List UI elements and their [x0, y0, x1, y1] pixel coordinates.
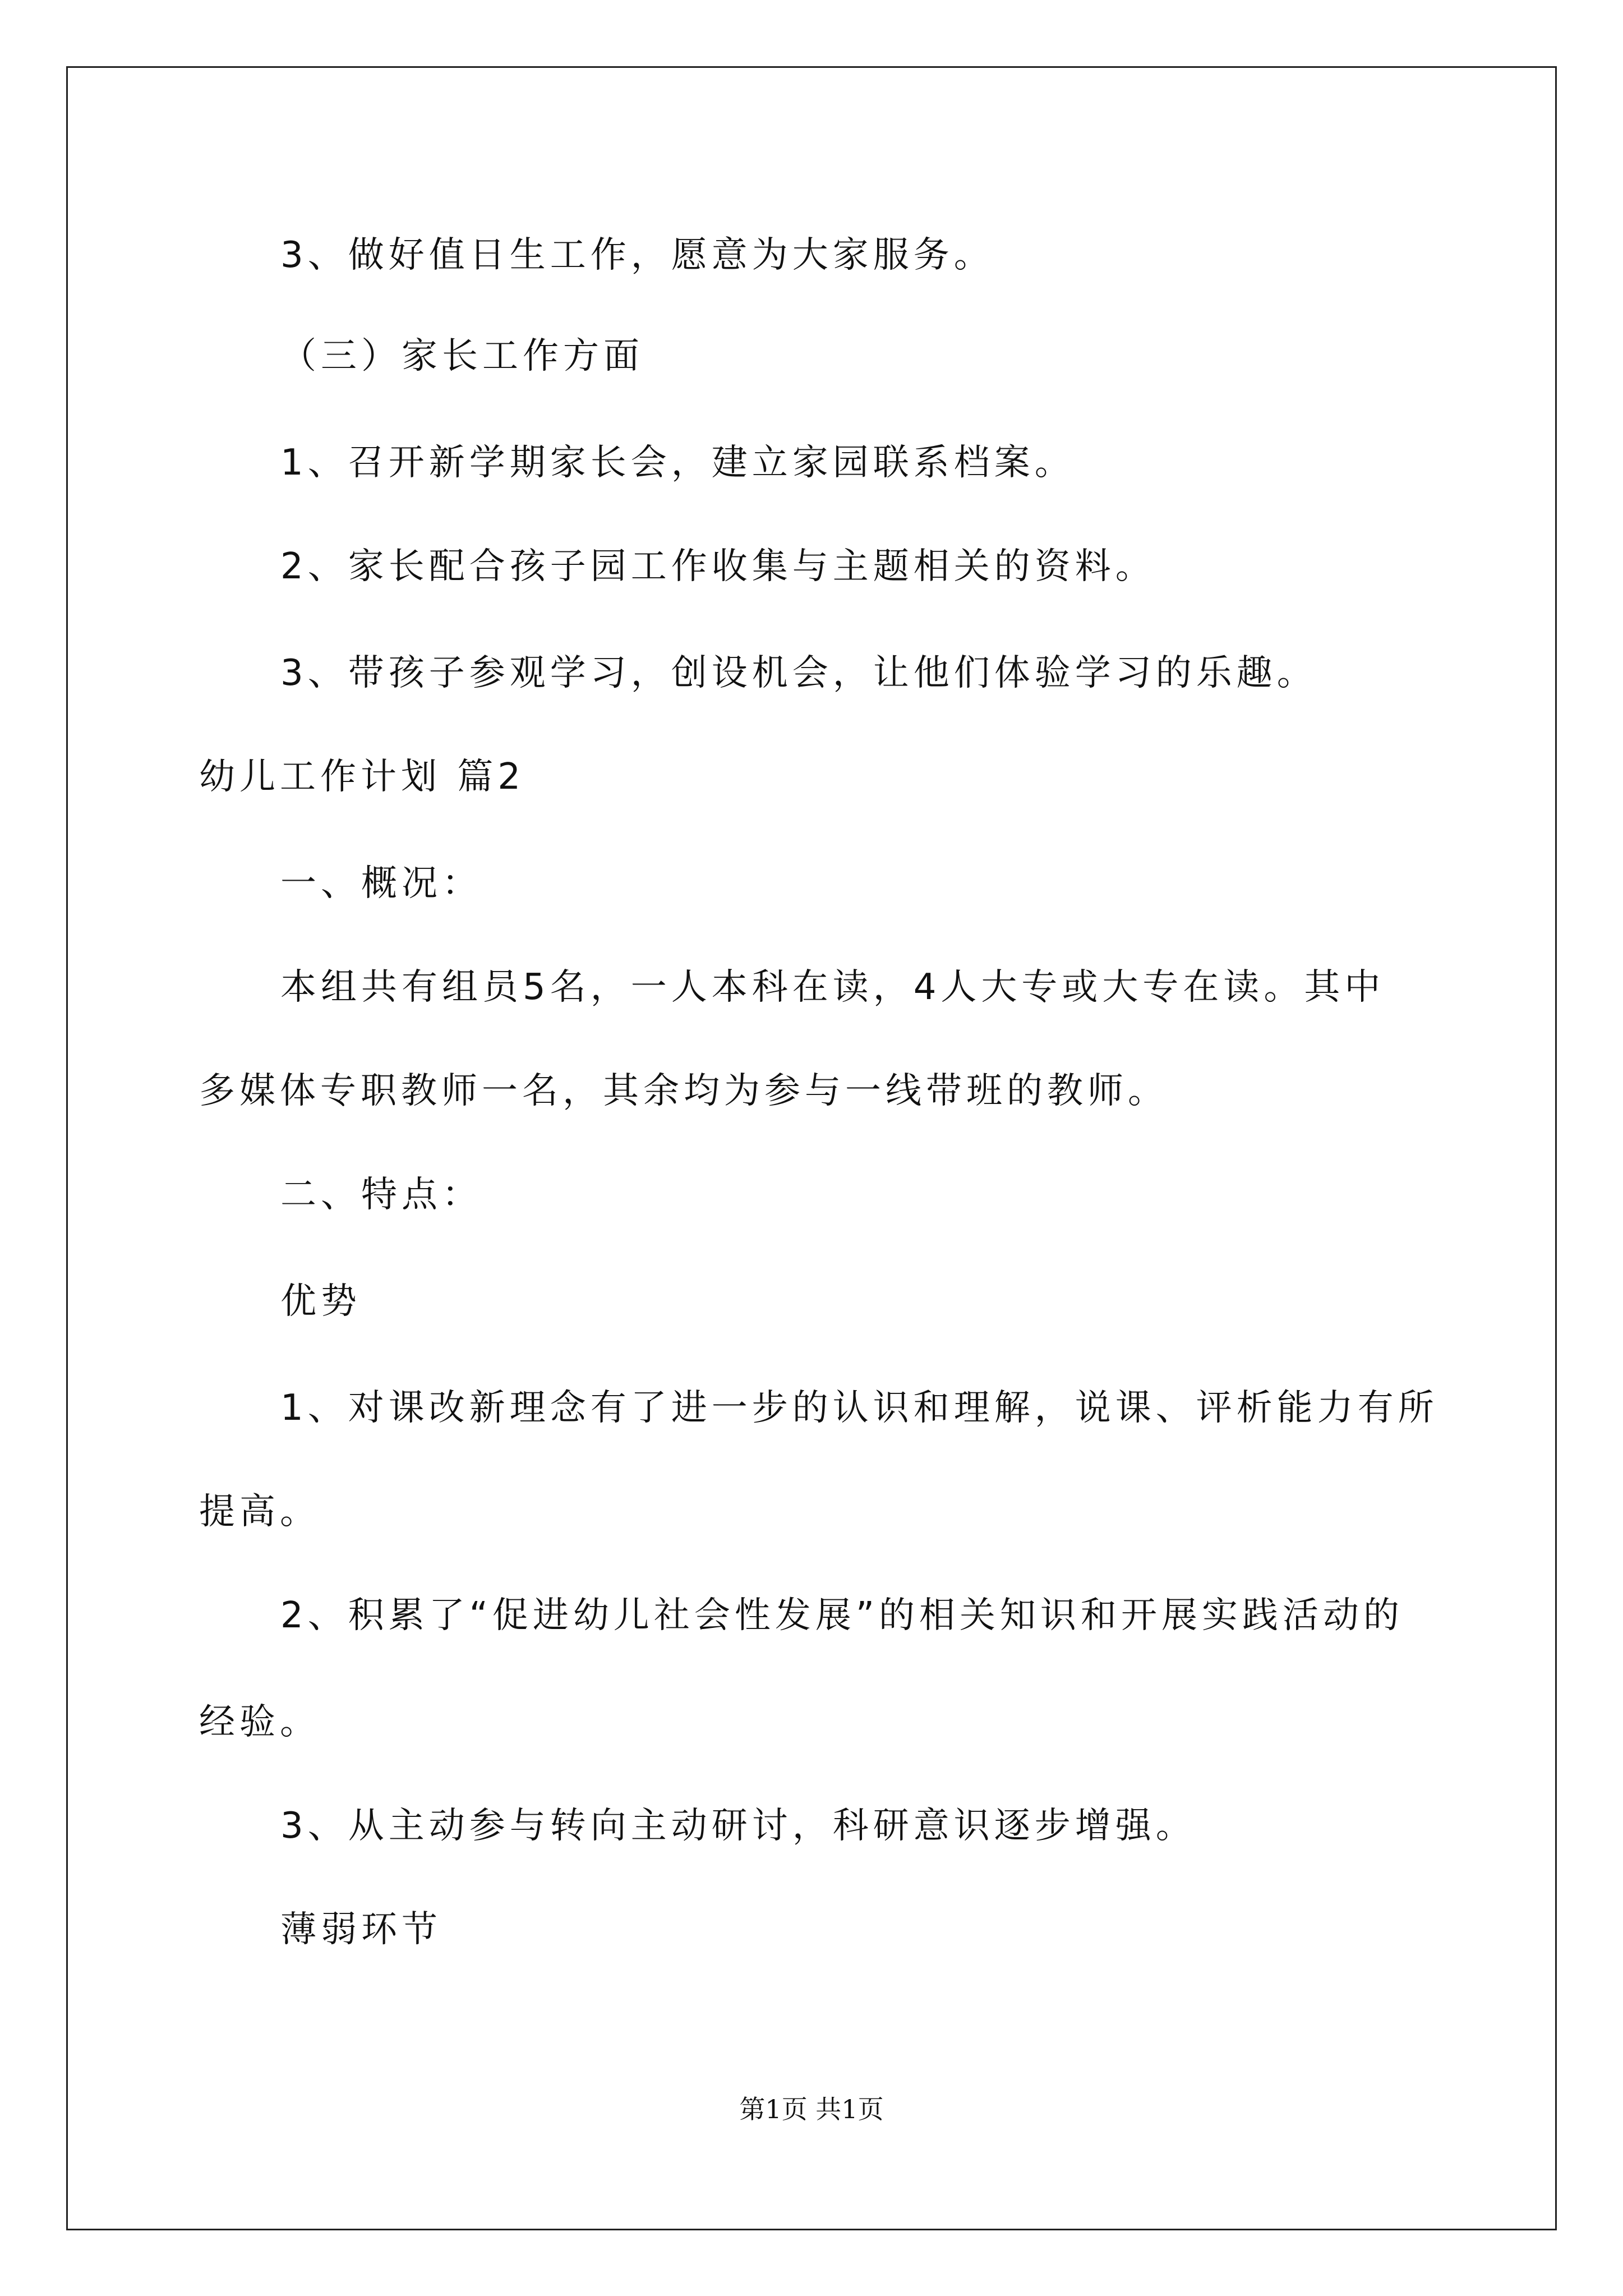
paragraph-line: 1、对课改新理念有了进一步的认识和理解，说课、评析能力有所: [280, 1387, 1438, 1429]
paragraph-line: 本组共有组员5名，一人本科在读，4人大专或大专在读。其中: [280, 967, 1385, 1008]
page-border: [66, 66, 1557, 2230]
paragraph-line: 3、从主动参与转向主动研讨，科研意识逐步增强。: [280, 1805, 1196, 1847]
paragraph-line: 3、带孩子参观学习，创设机会，让他们体验学习的乐趣。: [280, 652, 1317, 694]
document-title: 幼儿工作计划 篇2: [199, 756, 525, 798]
page-footer: 第1页 共1页: [739, 2094, 884, 2124]
paragraph-line: 经验。: [199, 1701, 320, 1743]
section-heading: 一、概况：: [280, 863, 482, 904]
section-heading: 二、特点：: [280, 1174, 482, 1216]
subsection-heading: 薄弱环节: [280, 1909, 442, 1950]
paragraph-line: 2、家长配合孩子园工作收集与主题相关的资料。: [280, 546, 1156, 587]
subsection-heading: 优势: [280, 1281, 361, 1322]
paragraph-line: 3、做好值日生工作，愿意为大家服务。: [280, 234, 994, 276]
section-heading: （三）家长工作方面: [280, 335, 644, 377]
paragraph-line: 提高。: [199, 1491, 320, 1533]
paragraph-line: 1、召开新学期家长会，建立家园联系档案。: [280, 442, 1075, 484]
paragraph-line: 多媒体专职教师一名，其余均为参与一线带班的教师。: [199, 1070, 1168, 1112]
paragraph-line: 2、积累了“促进幼儿社会性发展”的相关知识和开展实践活动的: [280, 1595, 1404, 1636]
